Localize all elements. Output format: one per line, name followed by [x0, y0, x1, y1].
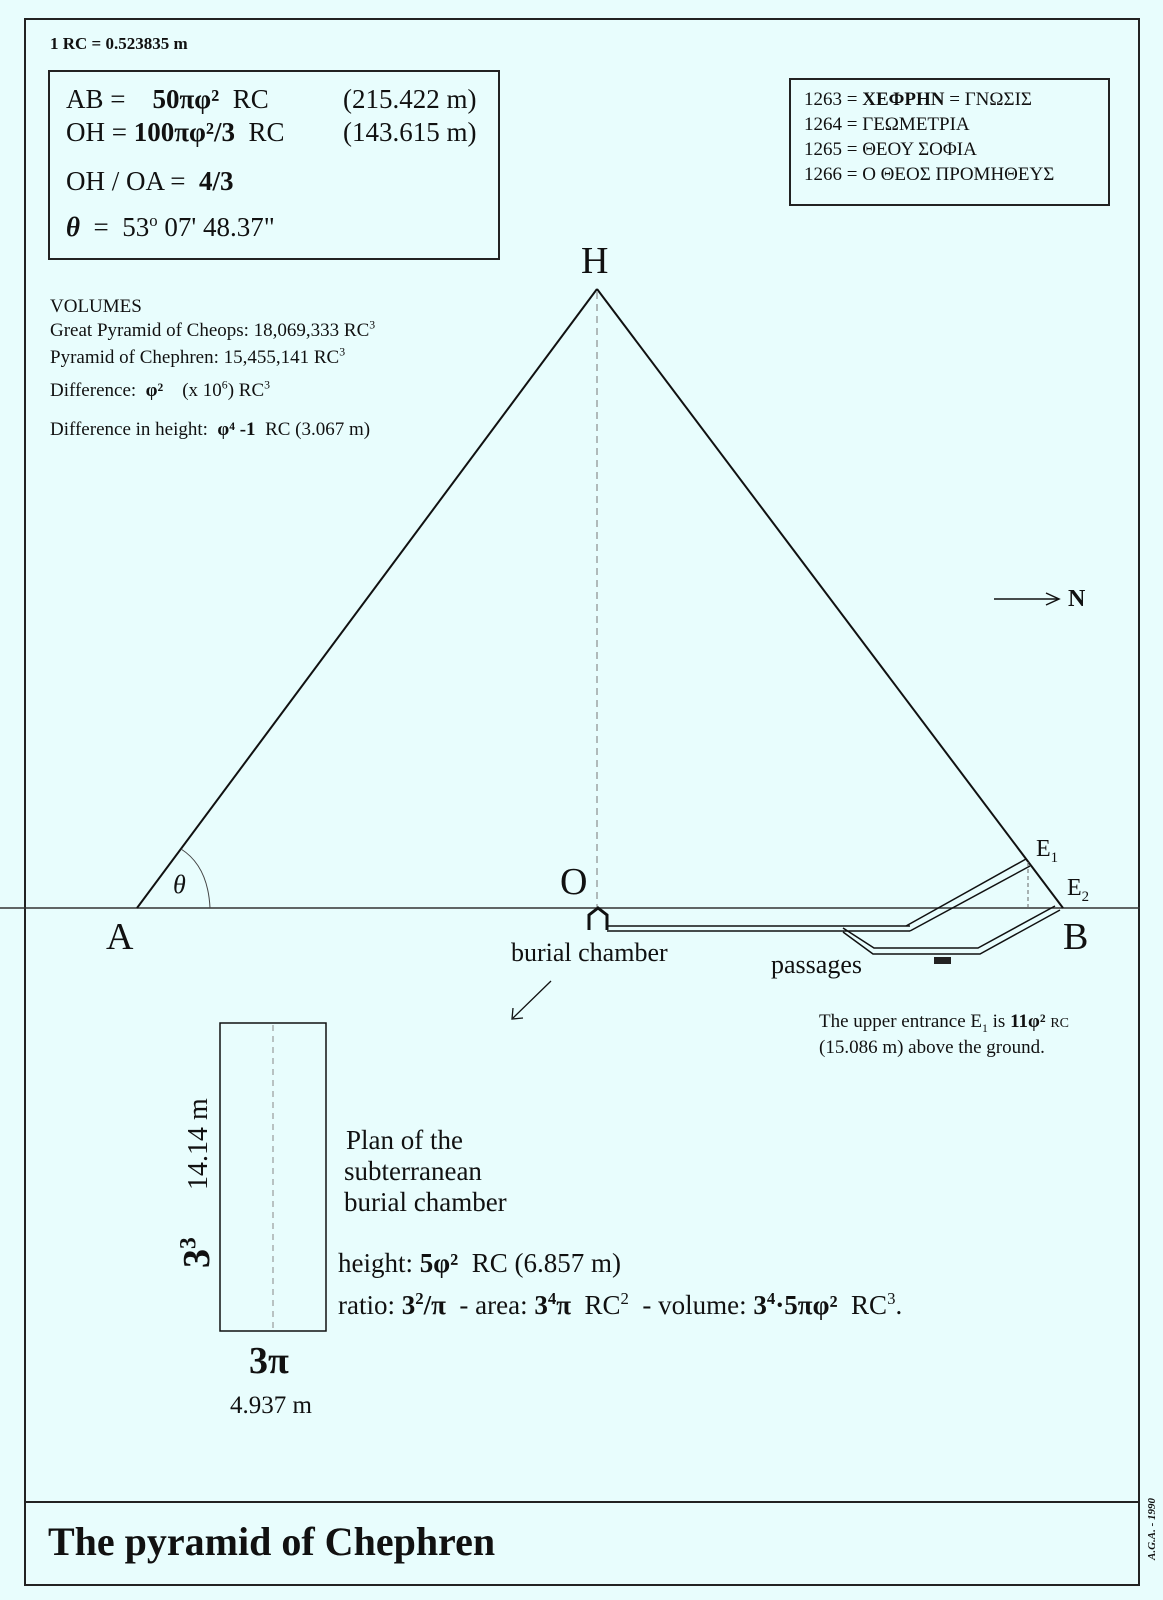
plan-volume-unit-exp: 3: [887, 1289, 896, 1308]
plan-height-rest: RC (6.857 m): [471, 1248, 621, 1278]
plan-volume-unit: RC: [851, 1290, 888, 1320]
height-difference: [50, 419, 370, 441]
entrance-note-unit: RC: [1050, 1016, 1070, 1031]
plan-bottom-expr: 3π: [249, 1340, 289, 1382]
volume-diff-mult-exp: 6: [221, 378, 228, 392]
volume-diff-unit: ) RC: [227, 380, 265, 401]
plan-area-exp: 4: [547, 1289, 557, 1308]
volume-chephren: [50, 347, 345, 369]
gematria-line-4: 1266 = Ο ΘΕΟΣ ΠΡΟΜΗΘΕΥΣ: [804, 164, 1055, 185]
volume-difference: [50, 380, 270, 402]
label-E2-letter: E: [1067, 875, 1082, 901]
theta-degree-mark: o: [149, 211, 158, 230]
gematria-chephren: ΧΕΦΡΗΝ: [862, 89, 945, 110]
theta-deg: 53: [122, 212, 150, 242]
unit-note: 1 RC = 0.523835 m: [50, 34, 188, 53]
plan-area-unit: RC: [584, 1290, 621, 1320]
theta-row: [66, 212, 275, 243]
volume-chephren-text: Pyramid of Chephren: 15,455,141 RC: [50, 347, 340, 368]
plan-ratio-line: [338, 1290, 902, 1321]
plan-height-label: height:: [338, 1248, 413, 1278]
gematria-line-2: 1264 = ΓΕΩΜΕΤΡΙΑ: [804, 114, 970, 135]
label-H: H: [581, 240, 609, 282]
label-O: O: [560, 861, 588, 903]
volume-cheops-exp: 3: [369, 318, 376, 332]
ab-unit: RC: [232, 84, 269, 114]
label-theta: θ: [173, 870, 186, 899]
volume-diff-label: Difference:: [50, 380, 137, 401]
plan-title-2: subterranean: [344, 1156, 482, 1186]
entrance-note-line-2: (15.086 m) above the ground.: [819, 1037, 1045, 1058]
plan-volume-end: .: [895, 1290, 903, 1320]
entrance-note-expr: 11φ²: [1010, 1011, 1046, 1032]
pointer-arrow-line: [513, 981, 551, 1018]
theta-symbol: θ: [66, 212, 81, 242]
oh-metric: (143.615 m): [343, 117, 477, 147]
volume-chephren-exp: 3: [339, 345, 346, 359]
plan-bottom-length: 4.937 m: [230, 1392, 312, 1419]
height-diff-expr: φ⁴ -1: [217, 419, 256, 440]
upper-passage-2: [910, 866, 1030, 931]
plan-side-power-base: 3: [176, 1249, 218, 1268]
plan-volume-rest: 5πφ²: [784, 1290, 838, 1320]
label-E2: [1067, 875, 1090, 905]
volume-diff-phi: φ²: [145, 380, 164, 401]
plan-area-base: 3: [534, 1290, 548, 1320]
label-E1-letter: E: [1036, 836, 1051, 862]
plan-ratio-base: 3: [401, 1290, 416, 1320]
plan-volume-base: 3: [753, 1290, 767, 1320]
ab-label: AB =: [66, 84, 126, 114]
label-E1-sub: 1: [1050, 849, 1059, 866]
plan-ratio-exp: 2: [415, 1289, 424, 1308]
upper-passage-1: [906, 859, 1026, 926]
plan-area-end: π: [556, 1290, 572, 1320]
gematria-1263: 1263 =: [804, 89, 858, 110]
burial-chamber-label: burial chamber: [511, 938, 668, 967]
entrance-note-is: is: [992, 1011, 1006, 1032]
plan-height-expr: 5φ²: [419, 1248, 459, 1278]
oh-label: OH =: [66, 117, 127, 147]
lower-passage-1: [843, 906, 1055, 948]
plan-side-power-exp: 3: [175, 1237, 202, 1249]
label-B: B: [1063, 916, 1089, 958]
burial-chamber-symbol: [589, 908, 607, 930]
plan-height: [338, 1248, 621, 1279]
volume-diff-unit-exp: 3: [264, 378, 271, 392]
small-chamber-mark: [934, 957, 951, 964]
plan-area-label: - area:: [459, 1290, 528, 1320]
gematria-line-1: [804, 89, 1032, 111]
ab-row: [66, 84, 269, 115]
height-diff-rest: RC (3.067 m): [265, 419, 371, 440]
north-label: N: [1068, 586, 1086, 612]
plan-side-length: 14.14 m: [183, 1098, 214, 1190]
theta-eq: =: [93, 212, 109, 242]
entrance-note-line-1: [819, 1011, 1069, 1033]
ab-expr: 50πφ²: [152, 84, 220, 114]
oh-row: [66, 117, 285, 148]
plan-side-power: [175, 1237, 219, 1268]
entrance-note-text: The upper entrance E: [819, 1011, 982, 1032]
volume-cheops: [50, 320, 375, 342]
oh-unit: RC: [248, 117, 285, 147]
label-E2-sub: 2: [1081, 888, 1090, 905]
volumes-heading: VOLUMES: [50, 296, 142, 317]
side-HB: [597, 289, 1063, 908]
signature: A.G.A. - 1990: [1146, 1497, 1158, 1560]
plan-volume-exp: 4: [766, 1289, 776, 1308]
gematria-line-3: 1265 = ΘΕΟΥ ΣΟΦΙΑ: [804, 139, 977, 160]
ab-metric: (215.422 m): [343, 84, 477, 114]
plan-ratio-label: ratio:: [338, 1290, 395, 1320]
volume-diff-mult: (x 10: [182, 380, 222, 401]
volume-cheops-text: Great Pyramid of Cheops: 18,069,333 RC: [50, 320, 370, 341]
page-title: The pyramid of Chephren: [48, 1519, 496, 1564]
label-A: A: [106, 916, 134, 958]
ratio-label: OH / OA =: [66, 166, 186, 196]
label-E1: [1036, 836, 1059, 866]
ratio-value: 4/3: [198, 166, 234, 196]
plan-ratio-end: /π: [423, 1290, 446, 1320]
ratio-row: [66, 166, 234, 197]
entrance-note-sub: 1: [982, 1021, 988, 1035]
plan-area-unit-exp: 2: [620, 1289, 629, 1308]
plan-volume-dot: ·: [775, 1290, 785, 1320]
theta-rest: 07' 48.37": [164, 212, 275, 242]
plan-title-1: Plan of the: [346, 1125, 463, 1155]
height-diff-label: Difference in height:: [50, 419, 208, 440]
plan-volume-label: - volume:: [642, 1290, 747, 1320]
gematria-gnosis: = ΓΝΩΣΙΣ: [949, 89, 1032, 110]
oh-expr: 100πφ²/3: [133, 117, 235, 147]
passages-label: passages: [771, 950, 862, 979]
plan-title-3: burial chamber: [344, 1187, 507, 1217]
